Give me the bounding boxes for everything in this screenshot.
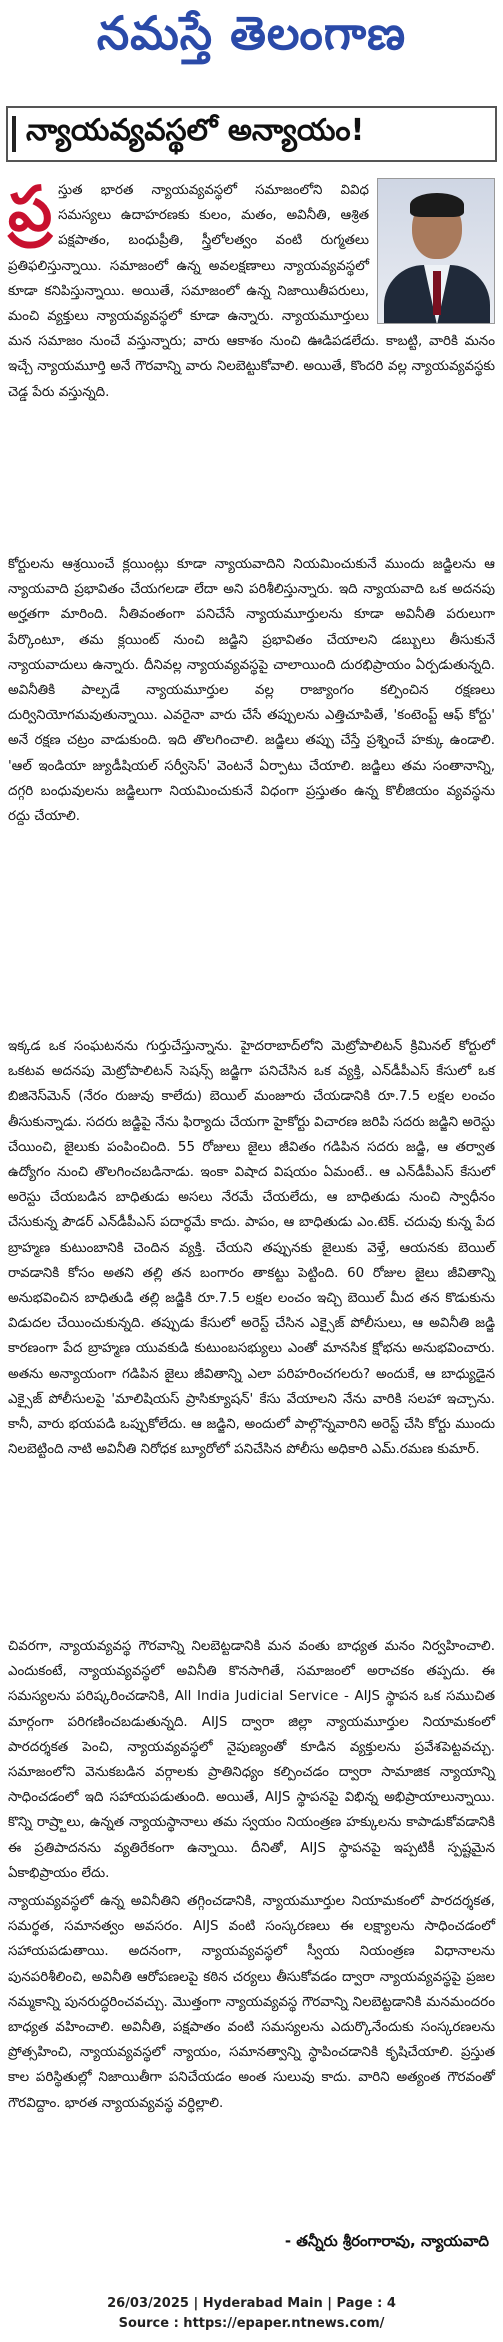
newspaper-title: నమస్తే తెలంగాణ [96,6,407,60]
drop-cap: ప్ర [8,172,53,245]
author-byline: - తన్నీరు శ్రీరంగారావు, న్యాయవాది [284,2232,489,2250]
masthead [0,0,503,78]
lead-paragraph [8,172,495,405]
edition-info: 26/03/2025 | Hyderabad Main | Page : 4 [107,2296,396,2311]
article-paragraph: కోర్టులను ఆశ్రయించే క్లయింట్లు కూడా న్యాయవాదిని నియమించుకునే ముందు జడ్జిలను ఆ న్యాయవాది ప్రభావితం చేయగలడా లేదా అని పరిశీలిస్తున్నారు. ఇది న్యాయవాది ఒక అదనపు అర్హతగా మారింది. నీతివంతంగా పనిచేసే న్యాయమూర్తులను కూడా అవినీతి పరులుగా పేర్కొంటూ, తమ క్లయింట్ నుంచి జడ్జిని ప్రభావితం చేయాలని డబ్బులు తీసుకునే న్యాయవాదులు ఉన్నారు. దీనివల్ల న్యాయవ్యవస్థపై చాలాయింది దురభిప్రాయం ఏర్పడుతున్నది. అవినీతికి పాల్పడే న్యాయమూర్తుల వల్ల రాజ్యాంగం కల్పించిన రక్షణలు దుర్వినియోగమవుతున్నాయి. ఎవరైనా వారు చేసే తప్పులను ఎత్తిచూపితే, 'కంటెంప్ట్ ఆఫ్ కోర్టు' అనే రక్షణ చట్రం వాడుకుంది. ఇది తొలగించాలి. జడ్జిలు తప్పు చేస్తే ప్రశ్నించే హక్కు ఉండాలి. 'ఆల్ ఇండియా జ్యుడీషియల్ సర్వీసెస్' వెంటనే ఏర్పాటు చేయాలి. జడ్జిలు తమ సంతానాన్ని, దగ్గరి బంధువులను జడ్జిలుగా నియమించుకునే విధంగా ప్రస్తుతం ఉన్న కొలీజియం వ్యవస్థను రద్దు చేయాలి. [8,557,495,825]
article-paragraph: న్యాయవ్యవస్థలో ఉన్న అవినీతిని తగ్గించడానికి, న్యాయమూర్తుల నియామకంలో పారదర్శకత, సమర్థత, సమానత్వం అవసరం. AIJS వంటి సంస్కరణలు ఈ లక్ష్యాలను సాధించడంలో సహాయపడుతాయి. అదనంగా, న్యాయవ్యవస్థలో స్వీయ నియంత్రణ విధానాలను పునపరిశీలించి, అవినీతి ఆరోపణలపై కఠిన చర్యలు తీసుకోవడం ద్వారా న్యాయవ్యవస్థపై ప్రజల నమ్మకాన్ని పునరుద్ధరించవచ్చు. మొత్తంగా న్యాయవ్యవస్థ గౌరవాన్ని నిలబెట్టడానికి మనమందరం బాధ్యత వహించాలి. అవినీతి, పక్షపాతం వంటి సమస్యలను ఎదుర్కొనేందుకు సంస్కరణలను ప్రోత్సహించి, న్యాయవ్యవస్థలో న్యాయం, సమానత్వాన్ని స్థాపించడానికి కృషిచేయాలి. ప్రస్తుత కాల పరిస్థితుల్లో నిజాయితీగా పనిచేయడం అంత సులువు కాదు. వారిని అత్యంత గౌరవంతో గౌరవిద్దాం. భారత న్యాయవ్యవస్థ వర్ధిల్లాలి. [8,1894,495,2111]
author-photo [377,178,495,324]
headline-box [6,106,497,162]
source-url[interactable]: Source : https://epaper.ntnews.com/ [118,2316,385,2331]
lead-text: స్తుత భారత న్యాయవ్యవస్థలో సమాజంలోని వివిధ సమస్యలు ఉదాహరణకు కులం, మతం, అవినీతి, ఆశ్రిత పక్షపాతం, బంధుప్రీతి, స్త్రీలోలత్వం వంటి రుగ్మతలు ప్రతిఫలిస్తున్నాయి. సమాజంలో ఉన్న అవలక్షణాలు న్యాయవ్యవస్థలో కూడా కనిపిస్తున్నాయి. అయితే, సమాజంలో ఉన్న నిజాయితీపరులు, మంచి వ్యక్తులు న్యాయవ్యవస్థలో కూడా ఉన్నారు. న్యాయమూర్తులు మన సమాజం నుంచే వస్తున్నారు; వారు ఆకాశం నుంచి ఊడిపడలేదు. కాబట్టి, వారికి మనం ఇచ్చే న్యాయమూర్తి అనే గౌరవాన్ని వారు నిలబెట్టుకోవాలి. అయితే, కొందరి వల్ల న్యాయవ్యవస్థకు చెడ్డ పేరు వస్తున్నది. [8,183,495,400]
article-headline: న్యాయవ్యవస్థలో అన్యాయం! [26,113,365,148]
article-paragraph: ఇక్కడ ఒక సంఘటనను గుర్తుచేస్తున్నాను. హైదరాబాద్‌లోని మెట్రోపాలిటన్ క్రిమినల్ కోర్టులో ఒకటవ అదనపు మెట్రోపాలిటన్ సెషన్స్ జడ్జిగా పనిచేసిన ఒక వ్యక్తి, ఎన్‌డీపీఎస్ కేసులో ఒక బిజినెస్‌మెన్ (నేరం రుజువు కాలేదు) బెయిల్ మంజూరు చేయడానికి రూ.7.5 లక్షల లంచం తీసుకున్నాడు. సదరు జడ్జిపై నేను ఫిర్యాదు చేయగా హైకోర్టు విచారణ జరిపి సదరు జడ్జిని అరెస్టు చేయించి, జైలుకు పంపించింది. 55 రోజులు జైలు జీవితం గడిపిన సదరు జడ్జి, ఆ తర్వాత ఉద్యోగం నుంచి తొలగించబడినాడు. ఇంకా విషాద విషయం ఏమంటే.. ఆ ఎన్‌డీపీఎస్ కేసులో అరెస్టు చేయబడిన బాధితుడు అసలు నేరమే చేయలేదు, ఆ బాధితుడు నుంచి స్వాధీనం చేసుకున్న పౌడర్ ఎన్‌డీపీఎస్ పదార్థమే కాదు. పాపం, ఆ బాధితుడు ఎం.టెక్. చదువు కున్న పేద బ్రాహ్మణ కుటుంబానికి చెందిన వ్యక్తి. చేయని తప్పునకు జైలుకు వెళ్తే, ఆయనకు బెయిల్ రావడానికి కోసం అతని తల్లి తన బంగారం తాకట్టు పెట్టింది. 60 రోజుల జైలు జీవితాన్ని అనుభవించిన బాధితుడి తల్లి జడ్జికి రూ.7.5 లక్షల లంచం ఇచ్చి బెయిల్ మీద తన కొడుకును విడుదల చేయించుకున్నది. తప్పుడు కేసులో అరెస్ట్ చేసిన ఎక్సైజ్ పోలీసులు, ఆ అవినీతి జడ్జి కారణంగా పేద బ్రాహ్మణ యువకుడి కుటుంబసభ్యులు ఎంతో మానసిక క్షోభను అనుభవించారు. అతను అన్యాయంగా గడిపిన జైలు జీవితాన్ని ఎలా పరిహరించగలరు? అందుకే, ఆ బాధ్యుడైన ఎక్సైజ్ పోలీసులపై 'మాలిషియస్ ప్రాసిక్యూషన్' కేసు వేయాలని నేను వారికి సలహా ఇచ్చాను. కానీ, వారు భయపడి ఒప్పుకోలేదు. ఆ జడ్జిని, అందులో పాల్గొన్నవారిని అరెస్ట్ చేసి కోర్టు ముందు నిలబెట్టింది నాటి అవినీతి నిరోధక బ్యూరోలో పనిచేసిన పోలీసు అధికారి ఎమ్.రమణ కుమార్. [8,1039,495,1458]
article-paragraph: చివరగా, న్యాయవ్యవస్థ గౌరవాన్ని నిలబెట్టడానికి మన వంతు బాధ్యత మనం నిర్వహించాలి. ఎందుకంటే, న్యాయవ్యవస్థలో అవినీతి కొనసాగితే, సమాజంలో అరాచకం తప్పదు. ఈ సమస్యలను పరిష్కరించడానికి, All India Judicial Service - AIJS స్థాపన ఒక సముచిత మార్గంగా పరిగణించబడుతున్నది. AIJS ద్వారా జిల్లా న్యాయమూర్తుల నియామకంలో పారదర్శకత పెంచి, న్యాయవ్యవస్థలో నైపుణ్యంతో కూడిన వ్యక్తులను ప్రవేశపెట్టవచ్చు. సమాజంలోని వెనుకబడిన వర్గాలకు ప్రాతినిధ్యం కల్పించడం ద్వారా సామాజిక న్యాయాన్ని సాధించడంలో ఇది సహాయపడుతుంది. అయితే, AIJS స్థాపనపై విభిన్న అభిప్రాయాలున్నాయి. కొన్ని రాష్ర్టాలు, ఉన్నత న్యాయస్థానాలు తమ స్వయం నియంత్రణ హక్కులను కాపాడుకోవడానికి ఈ ప్రతిపాదనను వ్యతిరేకంగా ఉన్నాయి. దీనితో, AIJS స్థాపనపై ఇప్పటికీ స్పష్టమైన ఏకాభిప్రాయం లేదు. [8,1639,495,1881]
